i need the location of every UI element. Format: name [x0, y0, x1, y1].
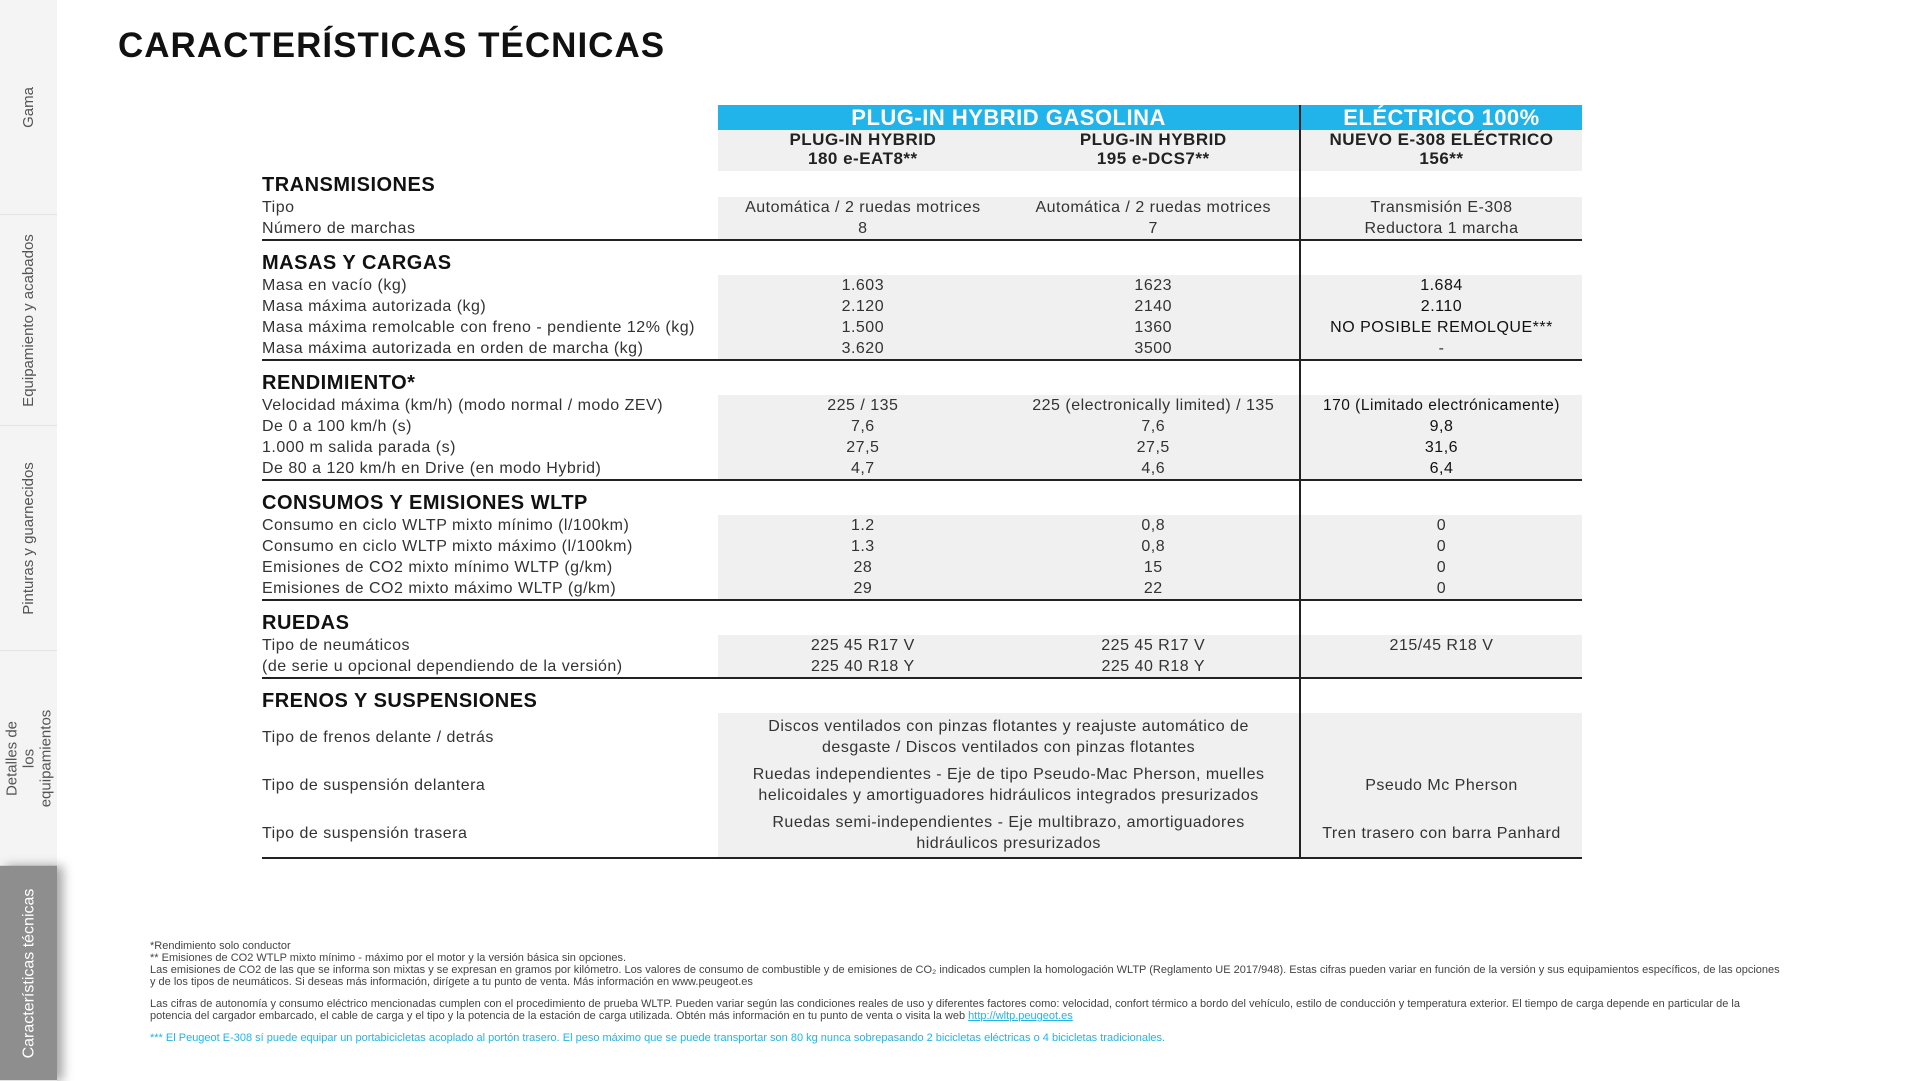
row-label: Tipo de suspensión delantera [262, 776, 486, 794]
cell-a: 3.620 [718, 338, 1007, 360]
row-label: Tipo de frenos delante / detrás [262, 728, 494, 746]
cell-b: 7,6 [1007, 416, 1300, 437]
table-row [262, 713, 1582, 761]
row-label: Masa máxima remolcable con freno - pendiente 12% (kg) [262, 319, 695, 336]
cell-b: 0,8 [1007, 515, 1300, 536]
footnote-4-text: Las cifras de autonomía y consumo eléctrico mencionadas cumplen con el procedimiento de prueba WLTP. Pueden variar según las condiciones reales de uso y diferentes factores como: velocidad, confort térmico a bordo del vehículo, estilo de conducción y temperatura exterior. El tiempo de carga depende en particular de la potencia del cargador embarcado, el cable de carga y el tipo y la potencia de la estación de carga utilizada. Obtén más información en tu punto de venta o visita la web [150, 998, 1740, 1022]
table-row [262, 197, 1582, 218]
cell-c: 0 [1300, 557, 1582, 578]
cell-a: 225 / 135 [718, 395, 1007, 416]
table-row [262, 761, 1582, 809]
cell-b: 7 [1007, 218, 1300, 240]
cell-a: 7,6 [718, 416, 1007, 437]
model-header-b [1007, 130, 1300, 171]
cell-b: 1623 [1007, 275, 1300, 296]
cell-b: 1360 [1007, 317, 1300, 338]
cell-a: 27,5 [718, 437, 1007, 458]
sidebar-tab-label: Equipamiento y acabados [20, 233, 37, 407]
cell-c: Tren trasero con barra Panhard [1300, 809, 1582, 858]
page-title: CARACTERÍSTICAS TÉCNICAS [118, 26, 666, 65]
cell-a: Automática / 2 ruedas motrices [718, 197, 1007, 218]
row-label: De 80 a 120 km/h en Drive (en modo Hybrid) [262, 458, 718, 480]
section-header-row [262, 240, 1582, 275]
cell-line: Ruedas independientes - Eje de tipo Pseudo-Mac Pherson, muelles [752, 766, 1265, 783]
section-header-row [262, 678, 1582, 713]
tyre-size: 225 45 R17 V [1101, 637, 1206, 654]
row-label: Emisiones de CO2 mixto máximo WLTP (g/km) [262, 578, 718, 600]
row-label: Masa máxima autorizada (kg) [262, 298, 487, 315]
tyre-size: 225 40 R18 Y [811, 658, 915, 675]
sidebar-tab-pinturas[interactable] [0, 426, 57, 651]
model-header-c [1300, 130, 1582, 171]
cell-c: - [1300, 338, 1582, 360]
table-row [262, 218, 1582, 240]
model-name: NUEVO E-308 ELÉCTRICO [1329, 130, 1554, 149]
cell-c: 0 [1300, 536, 1582, 557]
cell-c: 0 [1300, 578, 1582, 600]
cell-line: helicoidales y amortiguadores hidráulicos integrados presurizados [758, 787, 1259, 804]
cell-a: 28 [718, 557, 1007, 578]
cell-a: 4,7 [718, 458, 1007, 480]
section-title: TRANSMISIONES [262, 174, 436, 196]
section-title: RENDIMIENTO* [262, 372, 416, 394]
cell-c: 9,8 [1300, 416, 1582, 437]
cell-c [1300, 713, 1582, 761]
footnote-1: *Rendimiento solo conductor [150, 940, 291, 952]
row-label: Masa en vacío (kg) [262, 277, 408, 294]
cell-line: hidráulicos presurizados [916, 835, 1101, 852]
table-row [262, 635, 1582, 678]
cell-b: 27,5 [1007, 437, 1300, 458]
model-header-a [718, 130, 1007, 171]
table-row [262, 557, 1582, 578]
table-row [262, 809, 1582, 858]
section-header-row [262, 480, 1582, 515]
row-label: Número de marchas [262, 218, 718, 240]
table-row [262, 536, 1582, 557]
row-label: Tipo de suspensión trasera [262, 809, 718, 858]
sidebar-tab-equipamiento[interactable] [0, 215, 57, 426]
cell-line: Discos ventilados con pinzas flotantes y reajuste automático de [768, 718, 1249, 735]
sidebar-tab-gama[interactable] [0, 0, 57, 215]
cell-ab [718, 809, 1300, 858]
row-label: Consumo en ciclo WLTP mixto máximo (l/100km) [262, 538, 633, 555]
row-label: De 0 a 100 km/h (s) [262, 418, 412, 435]
cell-c: 0 [1300, 515, 1582, 536]
cell-c: Reductora 1 marcha [1300, 218, 1582, 240]
cell-b: 22 [1007, 578, 1300, 600]
cell-a [718, 635, 1007, 678]
cell-c: Transmisión E-308 [1300, 197, 1582, 218]
cell-c: 1.684 [1300, 275, 1582, 296]
cell-b [1007, 635, 1300, 678]
sidebar-tab-label: Detalles de los equipamientos [3, 709, 54, 807]
model-name: PLUG-IN HYBRID [789, 130, 937, 149]
table-row [262, 395, 1582, 416]
tyre-size: 225 45 R17 V [810, 637, 915, 654]
row-label-line: (de serie u opcional dependiendo de la versión) [262, 658, 623, 675]
cell-b: 2140 [1007, 296, 1300, 317]
section-title: FRENOS Y SUSPENSIONES [262, 690, 538, 712]
sidebar-tab-caracteristicas[interactable] [0, 866, 57, 1081]
sidebar-tab-label: Pinturas y guarnecidos [20, 461, 37, 615]
table-row [262, 458, 1582, 480]
section-header-row [262, 600, 1582, 635]
cell-a: 2.120 [718, 296, 1007, 317]
row-label: Masa máxima autorizada en orden de marcha (kg) [262, 338, 718, 360]
cell-b: 4,6 [1007, 458, 1300, 480]
table-row [262, 317, 1582, 338]
footnote-5: *** El Peugeot E-308 sí puede equipar un portabicicletas acoplado al portón trasero. El peso máximo que se puede transportar son 80 kg nunca sobrepasando 2 bicicletas eléctricas o 4 bicicletas tradicionales. [150, 1032, 1166, 1044]
row-label [262, 635, 718, 678]
footnote-4 [150, 998, 1780, 1022]
group-header-electric: ELÉCTRICO 100% [1300, 105, 1582, 130]
cell-a: 1.2 [718, 515, 1007, 536]
cell-line: desgaste / Discos ventilados con pinzas flotantes [822, 739, 1196, 756]
section-header-row [262, 360, 1582, 395]
model-version: 180 e-EAT8** [808, 149, 918, 168]
sidebar [0, 0, 57, 1080]
table-row [262, 515, 1582, 536]
table-row [262, 578, 1582, 600]
footnote-3: Las emisiones de CO2 de las que se informa son mixtas y se expresan en gramos por kilómetro. Los valores de consumo de combustible y de emisiones de CO₂ indicados cumplen la homologación WLTP (Reglamento UE 2017/948). Estas cifras pueden variar en función de la versión y sus equipamientos específicos, de las opciones y de los tipos de neumáticos. Si deseas más información, dirígete a tu punto de venta. Más información en www.peugeot.es [150, 964, 1780, 988]
cell-c: NO POSIBLE REMOLQUE*** [1300, 317, 1582, 338]
section-title: RUEDAS [262, 612, 350, 634]
row-label: 1.000 m salida parada (s) [262, 439, 456, 456]
cell-c: Pseudo Mc Pherson [1300, 761, 1582, 809]
cell-a: 1.500 [718, 317, 1007, 338]
wltp-link[interactable]: http://wltp.peugeot.es [968, 1010, 1073, 1022]
section-title: CONSUMOS Y EMISIONES WLTP [262, 492, 588, 514]
table-row [262, 275, 1582, 296]
model-name: PLUG-IN HYBRID [1079, 130, 1227, 149]
cell-c: 31,6 [1300, 437, 1582, 458]
section-title: MASAS Y CARGAS [262, 252, 452, 274]
cell-a: 1.603 [718, 275, 1007, 296]
cell-b: 15 [1007, 557, 1300, 578]
cell-a: 1.3 [718, 536, 1007, 557]
cell-b: 3500 [1007, 338, 1300, 360]
group-header-hybrid: PLUG-IN HYBRID GASOLINA [718, 105, 1300, 130]
cell-b: 0,8 [1007, 536, 1300, 557]
cell-line: Ruedas semi-independientes - Eje multibrazo, amortiguadores [772, 814, 1245, 831]
sidebar-tab-detalles[interactable] [0, 651, 57, 866]
model-version: 156** [1419, 149, 1464, 168]
tyre-size: 225 40 R18 Y [1101, 658, 1205, 675]
table-row [262, 296, 1582, 317]
spec-table [262, 105, 1582, 859]
footnote-2: ** Emisiones de CO2 WTLP mixto mínimo - máximo por el motor y la versión básica sin opciones. [150, 952, 627, 964]
cell-b: Automática / 2 ruedas motrices [1007, 197, 1300, 218]
model-version: 195 e-DCS7** [1096, 149, 1210, 168]
cell-ab [718, 713, 1300, 761]
cell-ab [718, 761, 1300, 809]
table-row [262, 437, 1582, 458]
section-header-row [262, 171, 1582, 197]
cell-a: 29 [718, 578, 1007, 600]
cell-c: 6,4 [1300, 458, 1582, 480]
row-label: Velocidad máxima (km/h) (modo normal / modo ZEV) [262, 397, 664, 414]
cell-c: 170 (Limitado electrónicamente) [1300, 395, 1582, 416]
cell-c: 215/45 R18 V [1300, 635, 1582, 678]
table-row [262, 338, 1582, 360]
row-label: Consumo en ciclo WLTP mixto mínimo (l/100km) [262, 517, 630, 534]
footnotes [150, 940, 1780, 1044]
sidebar-tab-label: Características técnicas [20, 888, 37, 1058]
cell-b: 225 (electronically limited) / 135 [1007, 395, 1300, 416]
row-label: Tipo [262, 199, 295, 216]
table-row [262, 416, 1582, 437]
cell-c: 2.110 [1300, 296, 1582, 317]
empty-cell [262, 130, 718, 171]
row-label: Emisiones de CO2 mixto mínimo WLTP (g/km) [262, 559, 613, 576]
empty-cell [262, 105, 718, 130]
cell-a: 8 [718, 218, 1007, 240]
sidebar-tab-label: Gama [19, 86, 37, 128]
row-label-line: Tipo de neumáticos [262, 637, 411, 654]
